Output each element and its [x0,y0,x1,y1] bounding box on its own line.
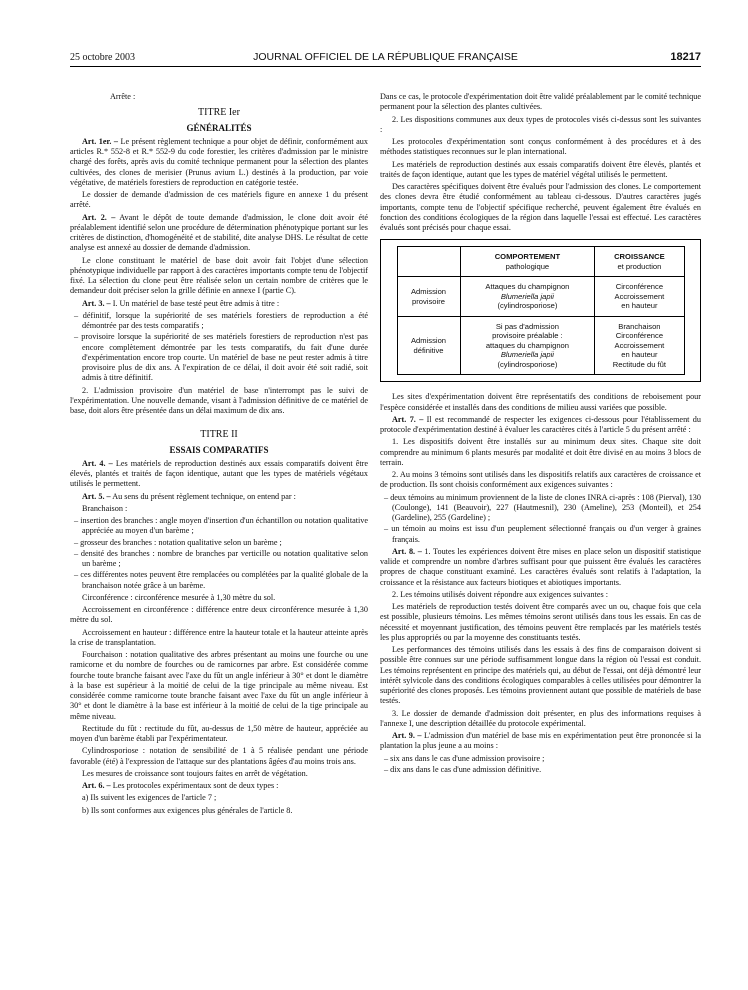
criteria-table [397,246,685,375]
list-item: – un témoin au moins est issu d'un peuplement sélectionné français ou d'un verger à graines français. [380,524,701,545]
article-7-list [380,493,701,545]
def-rectitude: Rectitude du fût : rectitude du fût, au-dessus de 1,50 mètre de hauteur, appréciée au moyen d'un barème établi par l'expérimentateur. [70,723,368,743]
table-header-row [397,247,684,277]
def-fourchaison: Fourchaison : notation qualitative des arbres présentant au moins une fourche ou une ramicorne et du nombre de fourches ou de ramicornes par arbre. Est considérée comme fourche toute branche faisant avec l'axe du fût un angle inférieur à 30° et dont le diamètre à la base est supérieur à la moitié de celui de la tige principale au même niveau. Est considérée comme ramicorne toute branche faisant avec l'axe du fût un angle inférieur à 30° et dont le diamètre à la base est inférieur à la moitié de celui de la tige principale au même niveau. [70,650,368,721]
table-header-comportement: COMPORTEMENT pathologique [460,247,595,277]
article-6: Art. 6. – Les protocoles expérimentaux sont de deux types : [82,781,279,790]
paragraph: Des caractères spécifiques doivent être évalués pour l'admission des clones. Le comportement des clones devra être étudié conformément au tableau ci-dessous. D'autres caractères jugés importants, compte tenu de l'objectif spécifique recherché, peuvent également être évalués en fonction des conditions écologiques de la région dans laquelle l'essai est effectué. Les caractères évalués sont précisés pour chaque essai. [380,182,701,232]
article-8-3: Les matériels de reproduction testés doivent être comparés avec un ou, chaque fois que cela est possible, plusieurs témoins. Les mêmes témoins seront utilisés dans tous les essais. En cas de nécessité et moyennant justification, des témoins peuvent être remplacés par les matériels testés les plus appropriés ou par la moyenne des constituants testés. [380,602,701,642]
article-2-p2: Le clone constituant le matériel de base doit avoir fait l'objet d'une sélection phénotypique individuelle par rapport à des caractères importants compte tenu de l'objectif fixé. La sélection du clone peut être réalisée selon un certain nombre de critères que le demandeur doit préciser selon la grille définie en annexe I (partie C). [70,255,368,296]
table-header-croissance: CROISSANCE et production [595,247,684,277]
list-item: – ces différentes notes peuvent être remplacées ou complétées par la qualité globale de la branchaison notée grâce à un barème. [70,570,368,591]
article-4: Art. 4. – Les matériels de reproduction destinés aux essais comparatifs doivent être élevés, plantés et traités de façon identique, autant que les types de matériels végétaux utilisés le permettent. [70,458,368,489]
section-generalites: GÉNÉRALITÉS [186,122,252,133]
article-1: Art. 1er. – Le présent règlement technique a pour objet de définir, conformément aux articles R.* 552-8 et R.* 552-9 du code forestier, les critères d'admission par le ministre chargé des forêts, après avis du comité technique permanent pour la sélection des plantes cultivées, des clones de merisier (Prunus avium L.) destinés à la production, par voie végétative, de matériels forestiers de reproduction en catégorie testée. [70,136,368,187]
paragraph: 2. Les dispositions communes aux deux types de protocoles visés ci-dessus sont les suivantes : [380,114,701,134]
list-item: – définitif, lorsque la supériorité de ses matériels forestiers de reproduction a été démontrée par des tests comparatifs ; [70,311,368,332]
table-cell: Circonférence Accroissement en hauteur [595,277,684,317]
table-header-empty [397,247,460,277]
section-essais-comparatifs: ESSAIS COMPARATIFS [169,444,269,455]
list-item: – six ans dans le cas d'une admission provisoire ; [380,754,701,764]
paragraph: Les protocoles d'expérimentation sont conçus conformément à des procédures et à des méthodes statistiques reconnues sur le plan international. [380,137,701,157]
left-column [70,92,368,818]
article-8-4: Les performances des témoins utilisés dans les essais à des fins de comparaison doivent si possible être connues sur une période suffisamment longue dans la région où l'essai est conduit. Les témoins représentent en principe des matériels qui, au début de l'essai, ont déjà démontré leur intérêt sylvicole dans des conditions écologiques comparables à celles utilisées pour démontrer la supériorité des clones proposés. Les témoins proviennent autant que possible de matériels de base testés. [380,645,701,706]
list-item: – provisoire lorsque la supériorité de ses matériels forestiers de reproduction n'est pas encore complètement démontrée par les tests comparatifs, du fait d'une durée d'expérimentation encore trop courte. Un matériel de base ne peut rester admis à titre provisoire plus de dix ans. A l'expiration de ce délai, il doit avoir été soit radié, soit admis à titre définitif. [70,332,368,383]
branchaison-list [70,516,368,591]
article-6-a: a) Ils suivent les exigences de l'article 7 ; [82,793,217,803]
article-3-p2: 2. L'admission provisoire d'un matériel de base n'interrompt pas le suivi de l'expérimentation. Une nouvelle demande, visant à l'admission définitive de ce matériel de base, doit alors être présentée dans un délai maximum de dix ans. [70,385,368,415]
header-date: 25 octobre 2003 [70,52,135,63]
paragraph: Les matériels de reproduction destinés aux essais comparatifs doivent être élevés, plantés et traités de façon identique, autant que les types de matériel végétal utilisés le permettent. [380,159,701,179]
table-row [397,277,684,317]
list-item: – dix ans dans le cas d'une admission définitive. [380,765,701,775]
table-row [397,316,684,375]
article-3: Art. 3. – I. Un matériel de base testé peut être admis à titre : [82,298,280,308]
page-number: 18217 [670,51,701,63]
criteria-table-frame [380,239,701,382]
article-3-list [70,311,368,384]
def-mesures: Les mesures de croissance sont toujours faites en arrêt de végétation. [82,768,308,778]
article-5: Art. 5. – Au sens du présent règlement technique, on entend par : [82,491,296,501]
table-cell: Attaques du champignon Blumeriella japii (cylindrosporiose) [460,277,595,317]
right-column [380,92,701,777]
article-9: Art. 9. – L'admission d'un matériel de base mis en expérimentation peut être prononcée si la plantation la plus jeune a au moins : [380,731,701,751]
arrete-label: Arrête : [110,92,136,101]
article-9-list [380,754,701,776]
paragraph: Les sites d'expérimentation doivent être représentatifs des conditions de reboisement pour l'espèce considérée et installés dans des conditions de milieu aussi variées que possible. [380,392,701,412]
list-item: – deux témoins au minimum proviennent de la liste de clones INRA ci-après : 108 (Pierval), 130 (Coulonge), 141 (Beauvoir), 227 (Hautmesnil), 230 (Ameline), 253 (Monteil), et 254 (Gardeline), 255 (Gardeline) ; [380,493,701,524]
table-cell: Branchaison Circonférence Accroissement en hauteur Rectitude du fût [595,316,684,375]
article-8-2: 2. Les témoins utilisés doivent répondre aux exigences suivantes : [392,589,609,599]
paragraph: Dans ce cas, le protocole d'expérimentation doit être validé préalablement par le comité technique permanent pour la sélection des plantes cultivées. [380,92,701,112]
article-8: Art. 8. – 1. Toutes les expériences doivent être mises en place selon un dispositif statistique valide et comprendre un nombre d'arbres suffisant pour que puissent être évalués les caractères propres de chaque constituant examiné. Les caractères évalués sont relatifs à l'adaptation, la croissance et la résistance aux facteurs biotiques et abiotiques importants. [380,546,701,587]
def-accroissement-hauteur: Accroissement en hauteur : différence entre la hauteur totale et la hauteur atteinte après la crise de transplantation. [70,627,368,647]
branchaison-label: Branchaison : [82,503,128,513]
article-2: Art. 2. – Avant le dépôt de toute demande d'admission, le clone doit avoir été préalablement identifié selon une procédure de détermination phénotypique portant sur les critères de distinction, d'homogénéité et de stabilité, dite analyse DHS. Le résultat de cette analyse est annexé au dossier de demande d'admission. [70,212,368,253]
page-header [70,50,701,67]
titre-1: TITRE Ier [198,107,240,119]
list-item: – grosseur des branches : notation qualitative selon un barème ; [70,538,368,548]
titre-2: TITRE II [200,429,238,441]
def-accroissement-circonference: Accroissement en circonférence : différence entre deux circonférence mesurée à 1,30 mètre du sol. [70,605,368,625]
table-cell-label: Admission définitive [397,316,460,375]
journal-title: JOURNAL OFFICIEL DE LA RÉPUBLIQUE FRANÇAISE [253,51,518,63]
list-item: – insertion des branches : angle moyen d'insertion d'un échantillon ou notation qualitative appréciée au moyen d'un barème ; [70,516,368,537]
article-7: Art. 7. – Il est recommandé de respecter les exigences ci-dessous pour l'établissement du protocole d'expérimentation destiné à évaluer les caractères cités à l'article 5 du présent arrêté : [380,414,701,434]
table-cell: Si pas d'admission provisoire préalable : attaques du champignon Blumeriella japii (cylindrosporiose) [460,316,595,375]
def-circonference: Circonférence : circonférence mesurée à 1,30 mètre du sol. [82,592,276,602]
list-item: – densité des branches : nombre de branches par verticille ou notation qualitative selon un barème ; [70,549,368,570]
article-6-b: b) Ils sont conformes aux exigences plus générales de l'article 8. [82,805,293,815]
article-7-2: 2. Au moins 3 témoins sont utilisés dans les dispositifs relatifs aux caractères de croissance et de production. Ils sont choisis conformément aux exigences suivantes : [380,470,701,490]
article-1-p2: Le dossier de demande d'admission de ces matériels figure en annexe 1 du présent arrêté. [70,190,368,210]
def-cylindrosporiose: Cylindrosporiose : notation de sensibilité de 1 à 5 réalisée pendant une période favorable (été) à l'expression de l'attaque sur des plantations âgées d'au moins trois ans. [70,746,368,766]
article-8-5: 3. Le dossier de demande d'admission doit présenter, en plus des informations requises à l'annexe I, une description détaillée du protocole expérimental. [380,708,701,728]
article-7-1: 1. Les dispositifs doivent être installés sur au minimum deux sites. Chaque site doit comprendre au minimum 6 plants mesurés par modalité et doit être divisé en au moins 3 blocs de terrain. [380,437,701,467]
table-cell-label: Admission provisoire [397,277,460,317]
